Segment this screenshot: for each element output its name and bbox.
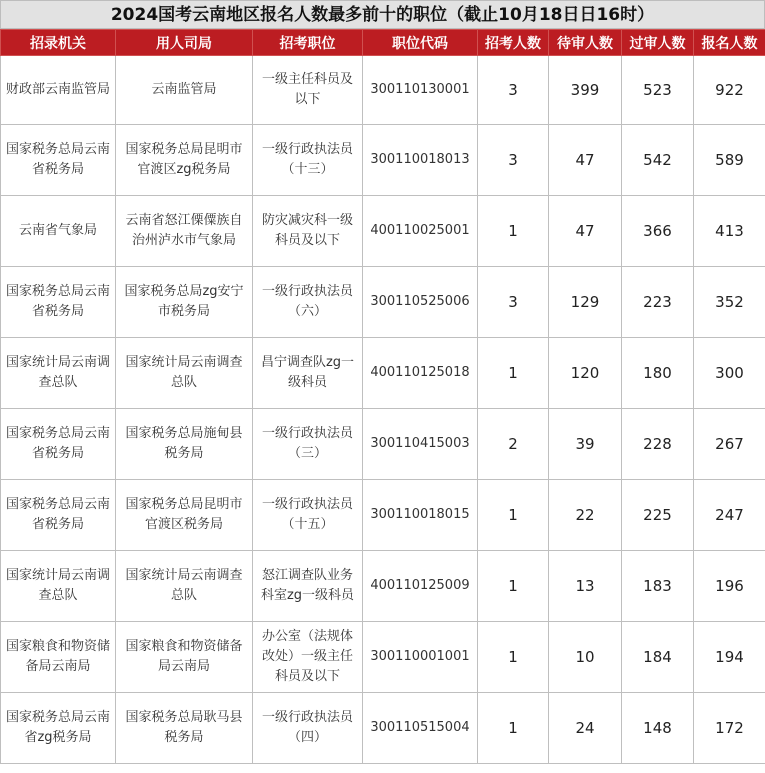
quota-cell: 1 <box>478 551 549 622</box>
approved-cell: 542 <box>622 125 694 196</box>
quota-cell: 1 <box>478 338 549 409</box>
quota-cell: 1 <box>478 693 549 764</box>
department-cell: 国家税务总局昆明市官渡区税务局 <box>116 480 253 551</box>
table-row <box>1 480 765 551</box>
table-row <box>1 622 765 693</box>
pending-cell: 129 <box>549 267 622 338</box>
header-cell: 职位代码 <box>363 30 478 56</box>
approved-cell: 228 <box>622 409 694 480</box>
applicants-cell: 196 <box>694 551 765 622</box>
applicants-cell: 413 <box>694 196 765 267</box>
approved-cell: 184 <box>622 622 694 693</box>
applicants-cell: 172 <box>694 693 765 764</box>
position-cell: 一级行政执法员（三） <box>253 409 363 480</box>
quota-cell: 3 <box>478 56 549 125</box>
position-code-cell: 300110515004 <box>363 693 478 764</box>
table-row <box>1 125 765 196</box>
pending-cell: 47 <box>549 196 622 267</box>
quota-cell: 1 <box>478 196 549 267</box>
department-cell: 国家统计局云南调查总队 <box>116 338 253 409</box>
position-cell: 一级行政执法员（四） <box>253 693 363 764</box>
position-code-cell: 300110001001 <box>363 622 478 693</box>
agency-cell: 国家统计局云南调查总队 <box>1 551 116 622</box>
table-row <box>1 551 765 622</box>
pending-cell: 22 <box>549 480 622 551</box>
positions-table <box>0 29 765 764</box>
table-body <box>1 56 765 764</box>
department-cell: 国家税务总局施甸县税务局 <box>116 409 253 480</box>
pending-cell: 399 <box>549 56 622 125</box>
quota-cell: 3 <box>478 125 549 196</box>
agency-cell: 国家税务总局云南省税务局 <box>1 125 116 196</box>
applicants-cell: 922 <box>694 56 765 125</box>
pending-cell: 120 <box>549 338 622 409</box>
position-code-cell: 300110415003 <box>363 409 478 480</box>
pending-cell: 24 <box>549 693 622 764</box>
agency-cell: 国家统计局云南调查总队 <box>1 338 116 409</box>
quota-cell: 1 <box>478 480 549 551</box>
table-row <box>1 196 765 267</box>
header-cell: 招考职位 <box>253 30 363 56</box>
approved-cell: 180 <box>622 338 694 409</box>
department-cell: 云南省怒江傈僳族自治州泸水市气象局 <box>116 196 253 267</box>
header-cell: 过审人数 <box>622 30 694 56</box>
position-cell: 防灾减灾科一级科员及以下 <box>253 196 363 267</box>
agency-cell: 国家税务总局云南省zg税务局 <box>1 693 116 764</box>
quota-cell: 3 <box>478 267 549 338</box>
table-row <box>1 56 765 125</box>
approved-cell: 183 <box>622 551 694 622</box>
quota-cell: 2 <box>478 409 549 480</box>
position-code-cell: 400110025001 <box>363 196 478 267</box>
approved-cell: 225 <box>622 480 694 551</box>
quota-cell: 1 <box>478 622 549 693</box>
department-cell: 国家粮食和物资储备局云南局 <box>116 622 253 693</box>
department-cell: 国家统计局云南调查总队 <box>116 551 253 622</box>
department-cell: 国家税务总局zg安宁市税务局 <box>116 267 253 338</box>
position-cell: 怒江调查队业务科室zg一级科员 <box>253 551 363 622</box>
position-code-cell: 300110018015 <box>363 480 478 551</box>
applicants-cell: 300 <box>694 338 765 409</box>
position-cell: 一级行政执法员（六） <box>253 267 363 338</box>
table-title: 2024国考云南地区报名人数最多前十的职位（截止10月18日日16时） <box>0 0 765 29</box>
applicants-cell: 352 <box>694 267 765 338</box>
agency-cell: 国家粮食和物资储备局云南局 <box>1 622 116 693</box>
agency-cell: 财政部云南监管局 <box>1 56 116 125</box>
pending-cell: 39 <box>549 409 622 480</box>
approved-cell: 523 <box>622 56 694 125</box>
agency-cell: 国家税务总局云南省税务局 <box>1 409 116 480</box>
position-code-cell: 300110525006 <box>363 267 478 338</box>
header-cell: 用人司局 <box>116 30 253 56</box>
applicants-cell: 267 <box>694 409 765 480</box>
agency-cell: 云南省气象局 <box>1 196 116 267</box>
position-cell: 昌宁调查队zg一级科员 <box>253 338 363 409</box>
position-cell: 一级行政执法员（十三） <box>253 125 363 196</box>
department-cell: 国家税务总局耿马县税务局 <box>116 693 253 764</box>
approved-cell: 223 <box>622 267 694 338</box>
position-cell: 办公室（法规体改处）一级主任科员及以下 <box>253 622 363 693</box>
position-cell: 一级行政执法员（十五） <box>253 480 363 551</box>
header-cell: 待审人数 <box>549 30 622 56</box>
position-cell: 一级主任科员及以下 <box>253 56 363 125</box>
position-code-cell: 300110018013 <box>363 125 478 196</box>
pending-cell: 13 <box>549 551 622 622</box>
table-row <box>1 409 765 480</box>
applicants-cell: 194 <box>694 622 765 693</box>
department-cell: 国家税务总局昆明市官渡区zg税务局 <box>116 125 253 196</box>
agency-cell: 国家税务总局云南省税务局 <box>1 267 116 338</box>
header-cell: 招录机关 <box>1 30 116 56</box>
approved-cell: 366 <box>622 196 694 267</box>
pending-cell: 47 <box>549 125 622 196</box>
position-code-cell: 400110125018 <box>363 338 478 409</box>
header-cell: 招考人数 <box>478 30 549 56</box>
table-row <box>1 338 765 409</box>
approved-cell: 148 <box>622 693 694 764</box>
header-row <box>1 30 765 56</box>
pending-cell: 10 <box>549 622 622 693</box>
applicants-cell: 589 <box>694 125 765 196</box>
table-row <box>1 267 765 338</box>
position-code-cell: 300110130001 <box>363 56 478 125</box>
table-row <box>1 693 765 764</box>
agency-cell: 国家税务总局云南省税务局 <box>1 480 116 551</box>
header-cell: 报名人数 <box>694 30 765 56</box>
applicants-cell: 247 <box>694 480 765 551</box>
position-code-cell: 400110125009 <box>363 551 478 622</box>
department-cell: 云南监管局 <box>116 56 253 125</box>
